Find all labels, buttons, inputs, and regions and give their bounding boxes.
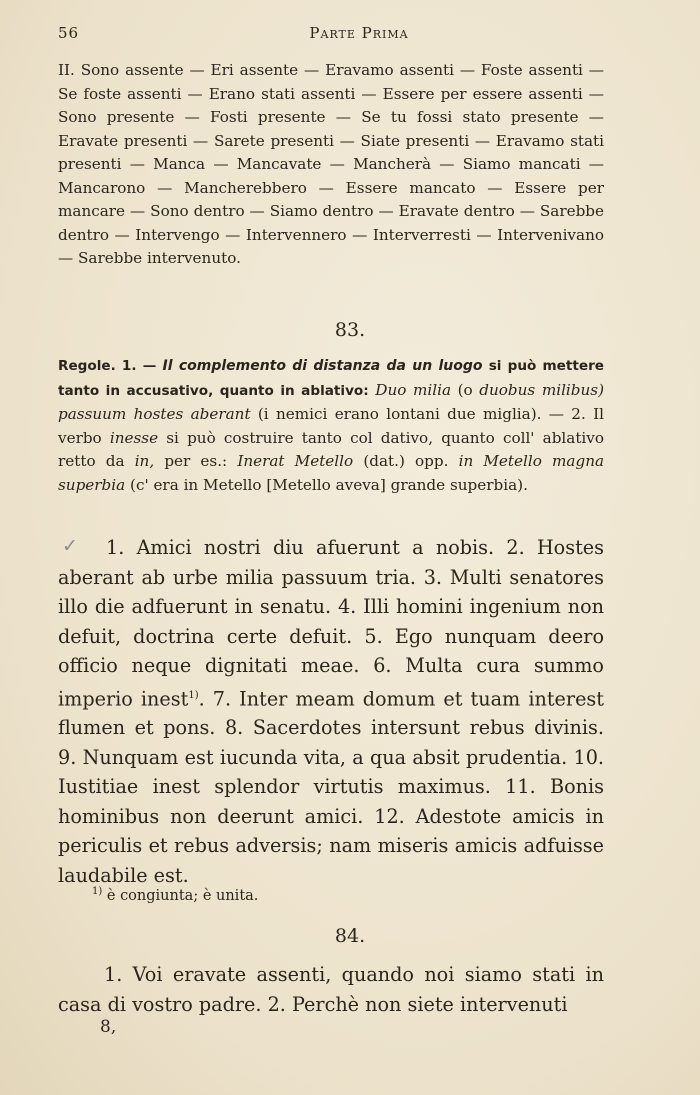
rule2-text4: (c' era in Metello [Metello aveva] grande superbia). — [130, 475, 528, 494]
rule1-example: Duo milia — [375, 380, 452, 399]
rule2-word: inesse — [109, 428, 159, 447]
rule2-text3: (dat.) opp. — [363, 452, 449, 470]
rule2-text2: per es.: — [164, 452, 228, 470]
footnote — [92, 886, 258, 904]
page-number: 56 — [58, 24, 80, 42]
running-head: Parte Prima — [309, 24, 409, 42]
rule1-paren: (o — [457, 380, 473, 399]
rules-lead: Regole. 1. — — [58, 358, 157, 374]
rule1-translation: (i nemici erano lontani due miglia). — 2. Il verbo — [58, 405, 604, 447]
rule1-example2: duobus milibus) passuum hostes aberant — [58, 380, 605, 423]
footnote-reference: 1) — [188, 689, 199, 701]
rule2-example: Inerat Metello — [237, 452, 354, 470]
section-number-83: 83. — [334, 319, 366, 341]
rule2-prep: in, — [134, 452, 155, 470]
rules-paragraph — [58, 354, 604, 497]
pencil-check-mark: ✓ — [62, 535, 78, 557]
signature-mark: 8, — [100, 1017, 117, 1037]
rule1-text: si può mettere tanto in accusativo, quanto in ablativo: — [58, 358, 605, 399]
latin-exercise-text-a: 1. Amici nostri diu afuerunt a nobis. 2. Hostes aberant ab urbe milia passuum tria. 3. Multi senatores illo die adfuerunt in senatu. 4. Illi homini ingenium non defuit, doctrina certe defuit. 5. Ego nunquam deero officio neque dignitati meae. 6. Multa cura summo imperio inest — [58, 536, 604, 710]
italian-exercise: 1. Voi eravate assenti, quando noi siamo stati in casa di vostro padre. 2. Perchè non siete intervenuti — [58, 963, 604, 1016]
rule2-example2: in Metello magna superbia — [58, 452, 605, 494]
latin-exercise — [58, 533, 604, 890]
exercise-ii-text: II. Sono assente — Eri assente — Eravamo assenti — Foste assenti — Se foste assenti — Erano stati assenti — Essere per essere assenti — Sono presente — Fosti presente — Se tu fossi stato presente — Eravate presenti — Sarete presenti — Siate presenti — Eravamo stati presenti — Manca — Mancavate — Mancherà — Siamo mancati — Mancarono — Mancherebbero — Essere mancato — Essere per mancare — Sono dentro — Siamo dentro — Eravate dentro — Sarebbe dentro — Intervengo — Intervennero — Interverresti — Intervenivano — Sarebbe intervenuto. — [58, 61, 604, 267]
section-number-84: 84. — [334, 925, 366, 947]
rule1-heading: Il complemento di distanza da un luogo — [162, 358, 483, 374]
latin-exercise-text-b: . 7. Inter meam domum et tuam interest flumen et pons. 8. Sacerdotes intersunt rebus divinis. 9. Nunquam est iucunda vita, a qua absit prudentia. 10. Iustitiae inest splendor virtutis maximus. 11. Bonis hominibus non deerunt amici. 12. Adestote amicis in periculis et rebus adversis; nam miseris amicis adfuisse laudabile est. — [58, 686, 604, 887]
rule2-text: si può costruire tanto col dativo, quanto coll' ablativo retto da — [58, 428, 605, 470]
page-header — [58, 24, 660, 46]
footnote-mark: 1) — [92, 886, 103, 897]
footnote-text: è congiunta; è unita. — [106, 887, 259, 904]
